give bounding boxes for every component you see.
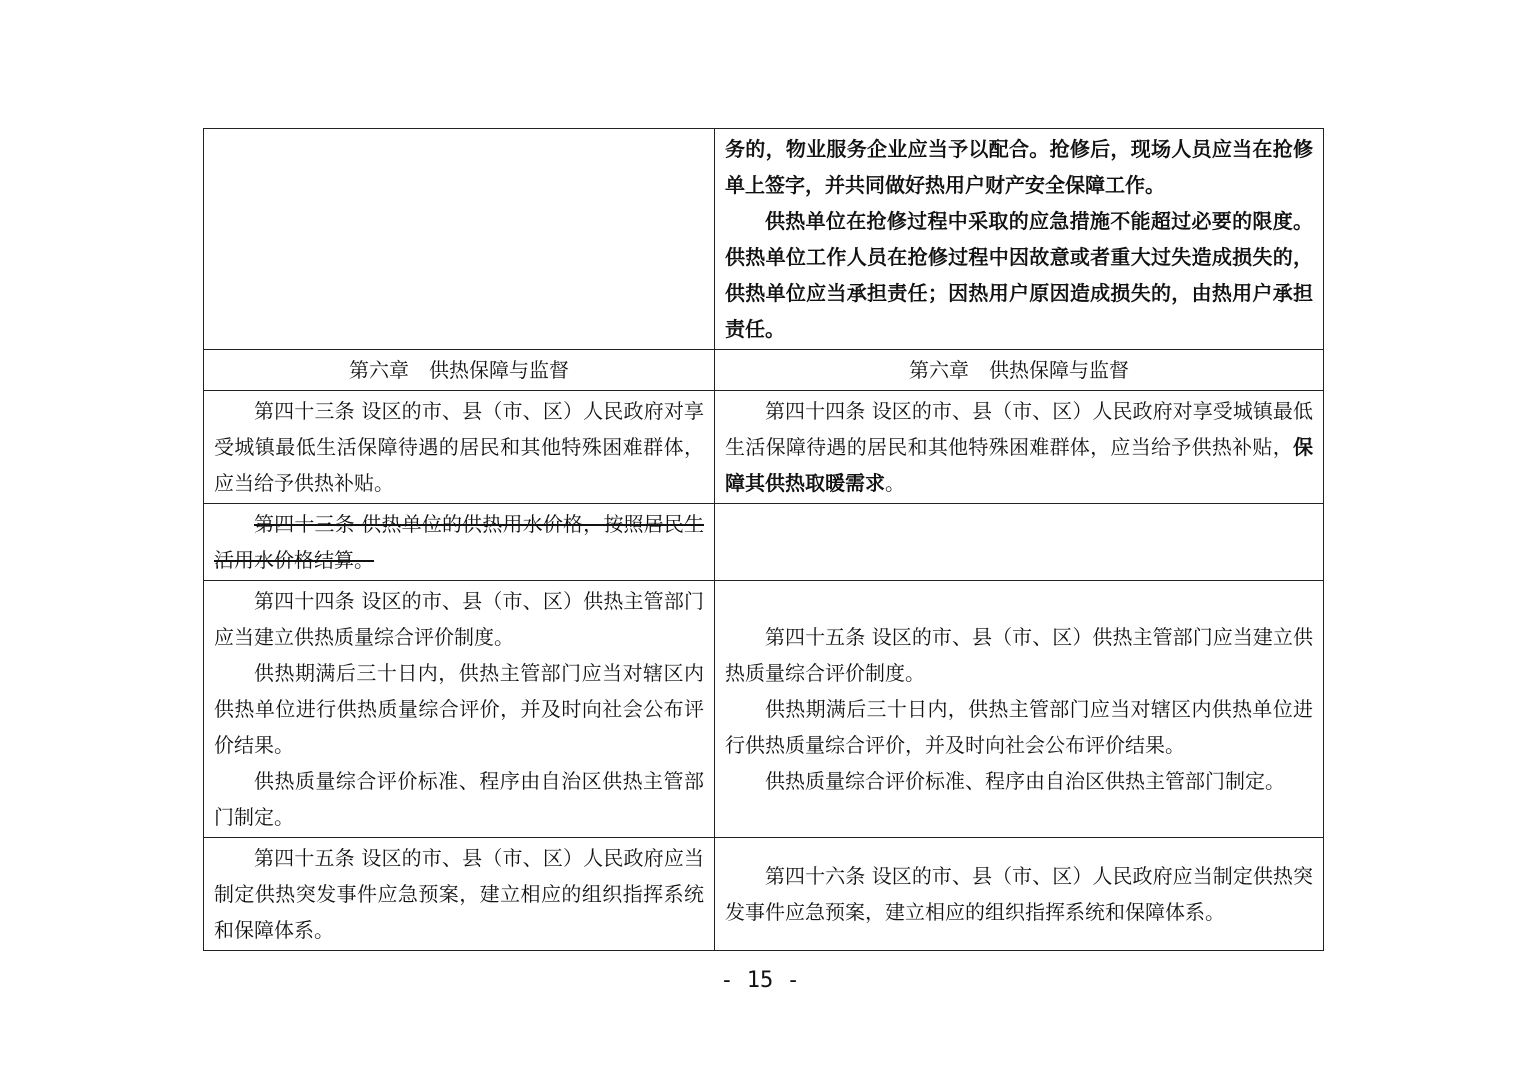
paragraph: 供热质量综合评价标准、程序由自治区供热主管部门制定。 bbox=[765, 769, 1285, 793]
paragraph: 第四十六条 设区的市、县（市、区）人民政府应当制定供热突发事件应急预案，建立相应的组织指挥系统和保障体系。 bbox=[725, 864, 1313, 924]
old-text-cell bbox=[204, 391, 715, 504]
table-row bbox=[204, 504, 1324, 581]
paragraph: 供热质量综合评价标准、程序由自治区供热主管部门制定。 bbox=[214, 769, 704, 829]
new-text-cell bbox=[715, 391, 1324, 504]
new-text-cell bbox=[715, 581, 1324, 838]
added-text: 保障其供热取暖需求 bbox=[725, 435, 1313, 495]
comparison-table bbox=[203, 128, 1324, 951]
paragraph: 第四十五条 设区的市、县（市、区）供热主管部门应当建立供热质量综合评价制度。 bbox=[725, 625, 1313, 685]
old-text-cell bbox=[204, 581, 715, 838]
article-text: 第四十四条 设区的市、县（市、区）人民政府对享受城镇最低生活保障待遇的居民和其他特殊困难群体，应当给予供热补贴， bbox=[725, 399, 1313, 459]
new-text-cell bbox=[715, 129, 1324, 350]
paragraph: 第四十五条 设区的市、县（市、区）人民政府应当制定供热突发事件应急预案，建立相应的组织指挥系统和保障体系。 bbox=[214, 846, 704, 942]
deleted-text: 第四十三条 供热单位的供热用水价格，按照居民生活用水价格结算。 bbox=[214, 512, 704, 572]
paragraph: 第四十三条 设区的市、县（市、区）人民政府对享受城镇最低生活保障待遇的居民和其他特殊困难群体，应当给予供热补贴。 bbox=[214, 399, 704, 495]
paragraph: 第四十四条 设区的市、县（市、区）供热主管部门应当建立供热质量综合评价制度。 bbox=[214, 589, 704, 649]
table-row bbox=[204, 838, 1324, 951]
paragraph: 务的，物业服务企业应当予以配合。抢修后，现场人员应当在抢修单上签字，并共同做好热用户财产安全保障工作。 bbox=[725, 137, 1313, 197]
table-row bbox=[204, 129, 1324, 350]
paragraph bbox=[725, 393, 1313, 501]
new-text-cell bbox=[715, 838, 1324, 951]
page-number: - 15 - bbox=[720, 968, 800, 993]
old-text-cell bbox=[204, 129, 715, 350]
chapter-heading-new: 第六章 供热保障与监督 bbox=[715, 350, 1324, 391]
paragraph bbox=[214, 506, 704, 578]
chapter-heading-row bbox=[204, 350, 1324, 391]
table-row bbox=[204, 581, 1324, 838]
new-text-cell bbox=[715, 504, 1324, 581]
table-row bbox=[204, 391, 1324, 504]
paragraph: 供热期满后三十日内，供热主管部门应当对辖区内供热单位进行供热质量综合评价，并及时向社会公布评价结果。 bbox=[725, 697, 1313, 757]
chapter-heading-old: 第六章 供热保障与监督 bbox=[204, 350, 715, 391]
old-text-cell bbox=[204, 838, 715, 951]
old-text-cell bbox=[204, 504, 715, 581]
paragraph: 供热单位在抢修过程中采取的应急措施不能超过必要的限度。供热单位工作人员在抢修过程中因故意或者重大过失造成损失的，供热单位应当承担责任；因热用户原因造成损失的，由热用户承担责任。 bbox=[725, 209, 1313, 341]
article-text-end: 。 bbox=[885, 471, 905, 495]
paragraph: 供热期满后三十日内，供热主管部门应当对辖区内供热单位进行供热质量综合评价，并及时向社会公布评价结果。 bbox=[214, 661, 704, 757]
